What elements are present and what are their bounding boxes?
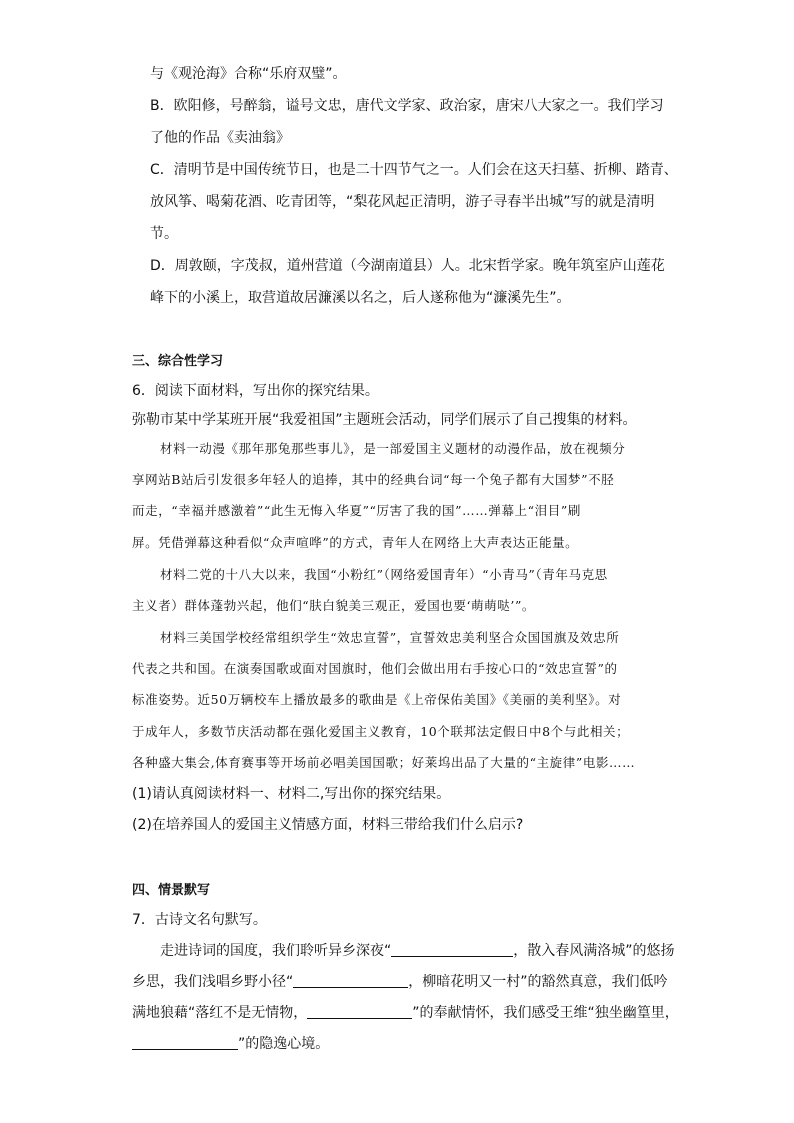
dictation-text: ”的隐逸心境。 (238, 1036, 330, 1052)
answer-blank[interactable] (132, 1035, 238, 1050)
option-c-line: 放风筝、喝菊花酒、吃青团等，“梨花风起正清明，游子寻春半出城”写的就是清明 (150, 194, 655, 210)
section-heading: 三、综合性学习 (132, 354, 224, 369)
material-3-line: 材料三美国学校经常组织学生“效忠宣誓”，宣誓效忠美利坚合众国国旗及效忠所 (160, 630, 620, 645)
dictation-text: ，柳暗花明又一村”的豁然真意，我们低吟 (408, 974, 668, 990)
material-1-line: 材料一动漫《那年那兔那些事儿》，是一部爱国主义题材的动漫作品，放在视频分 (160, 441, 626, 456)
option-d-line: D．周敦颐，字茂叔，道州营道（今湖南道县）人。北宋哲学家。晚年筑室庐山莲花 (150, 258, 665, 274)
answer-blank[interactable] (307, 1004, 412, 1019)
dictation-line (160, 941, 675, 961)
material-3-line: 于成年人，多数节庆活动都在强化爱国主义教育，10个联邦法定假日中8个与此相关； (132, 724, 630, 739)
answer-blank[interactable] (293, 973, 408, 988)
dictation-line (132, 1034, 329, 1054)
text-line: 与《观沧海》合称“乐府双璧”。 (150, 66, 347, 82)
dictation-text: 走进诗词的国度，我们聆听异乡深夜“ (160, 943, 392, 959)
section-heading: 四、情景默写 (132, 883, 211, 898)
material-1-line: 屏。凭借弹幕这种看似“众声喧哗”的方式，青年人在网络上大声表达正能量。 (132, 535, 579, 550)
material-1-line: 而走，“幸福并感激着”“此生无悔入华夏”“厉害了我的国”……弹幕上“泪目”刷 (132, 503, 581, 518)
sub-question-1: (1)请认真阅读材料一、材料二,写出你的探究结果。 (132, 786, 451, 802)
option-b-line: B．欧阳修，号醉翁，谥号文忠，唐代文学家、政治家，唐宋八大家之一。我们学习 (150, 98, 664, 114)
option-d-line: 峰下的小溪上，取营道故居濂溪以名之，后人遂称他为“濂溪先生”。 (150, 290, 571, 306)
dictation-text: ，散入春风满洛城”的悠扬 (513, 943, 675, 959)
material-3-line: 代表之共和国。在演奏国歌或面对国旗时，他们会做出用右手按心口的“效忠宣誓”的 (132, 661, 618, 676)
option-c-line: 节。 (150, 226, 178, 242)
option-c-line: C．清明节是中国传统节日，也是二十四节气之一。人们会在这天扫墓、折柳、踏青、 (150, 162, 678, 178)
dictation-line (132, 972, 668, 992)
material-2-line: 材料二党的十八大以来，我国“小粉红”（网络爱国青年）“小青马”（青年马克思 (160, 567, 608, 582)
dictation-line (132, 1003, 679, 1023)
dictation-text: ”的奉献情怀，我们感受王维“独坐幽篁里， (412, 1005, 679, 1021)
material-3-line: 标准姿势。近50万辆校车上播放最多的歌曲是《上帝保佑美国》《美丽的美利坚》。对 (132, 692, 622, 707)
material-1-line: 享网站B站后引发很多年轻人的追捧，其中的经典台词“每一个兔子都有大国梦”不胫 (132, 472, 615, 487)
option-b-line: 了他的作品《卖油翁》 (150, 130, 290, 146)
dictation-text: 乡思，我们浅唱乡野小径“ (132, 974, 294, 990)
material-intro: 弥勒市某中学某班开展“我爱祖国”主题班会活动，同学们展示了自己搜集的材料。 (132, 412, 637, 428)
question-7: 7．古诗文名句默写。 (132, 912, 267, 928)
answer-blank[interactable] (391, 942, 513, 957)
material-2-line: 主义者）群体蓬勃兴起，他们“肤白貌美三观正，爱国也要‘萌萌哒’”。 (132, 598, 536, 613)
dictation-text: 满地狼藉“落红不是无情物， (132, 1005, 308, 1021)
question-6: 6．阅读下面材料，写出你的探究结果。 (132, 383, 379, 399)
material-3-line: 各种盛大集会,体育赛事等开场前必唱美国国歌；好莱坞出品了大量的“主旋律”电影…… (132, 755, 636, 770)
sub-question-2: (2)在培养国人的爱国主义情感方面，材料三带给我们什么启示? (132, 817, 524, 833)
